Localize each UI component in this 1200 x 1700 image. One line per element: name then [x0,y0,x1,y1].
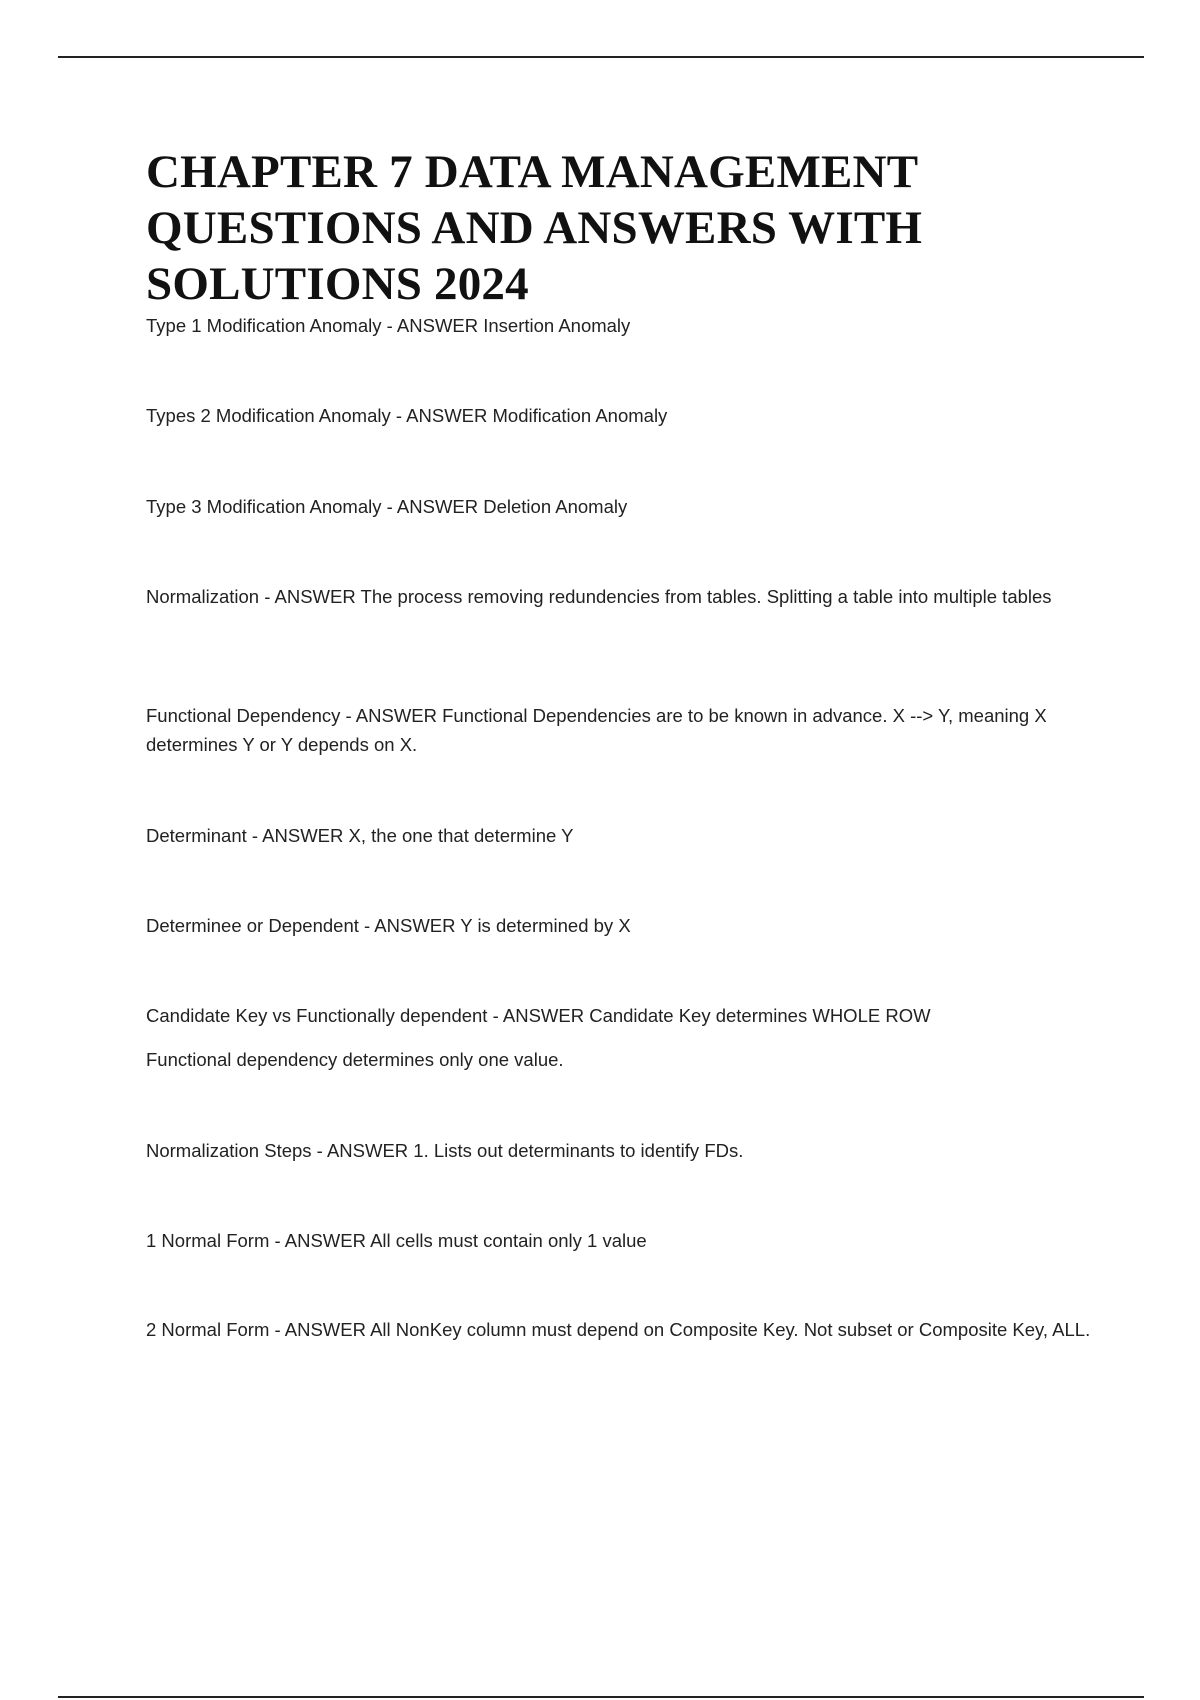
qa-entry: Normalization Steps - ANSWER 1. Lists out determinants to identify FDs. [146,1140,744,1161]
page-title: CHAPTER 7 DATA MANAGEMENT QUESTIONS AND ANSWERS WITH SOLUTIONS 2024 [146,146,923,310]
bottom-divider [58,1696,1144,1698]
qa-entry: Determinee or Dependent - ANSWER Y is determined by X [146,915,631,936]
qa-entry: 2 Normal Form - ANSWER All NonKey column must depend on Composite Key. Not subset or Composite Key, ALL. [146,1319,1091,1340]
qa-entry: Candidate Key vs Functionally dependent - ANSWER Candidate Key determines WHOLE ROW [146,1005,931,1026]
qa-entry: 1 Normal Form - ANSWER All cells must contain only 1 value [146,1230,647,1251]
qa-entry: Functional Dependency - ANSWER Functional Dependencies are to be known in advance. X --> Y, meaning X determines Y or Y depends on X. [146,705,1047,755]
qa-entry: Type 3 Modification Anomaly - ANSWER Deletion Anomaly [146,496,628,517]
qa-entry: Types 2 Modification Anomaly - ANSWER Modification Anomaly [146,405,668,426]
qa-entry: Normalization - ANSWER The process removing redundencies from tables. Splitting a table into multiple tables [146,586,1052,607]
qa-entry: Type 1 Modification Anomaly - ANSWER Insertion Anomaly [146,315,631,336]
qa-entry: Determinant - ANSWER X, the one that determine Y [146,825,574,846]
top-divider [58,56,1144,58]
qa-entry-continuation: Functional dependency determines only one value. [146,1049,564,1070]
